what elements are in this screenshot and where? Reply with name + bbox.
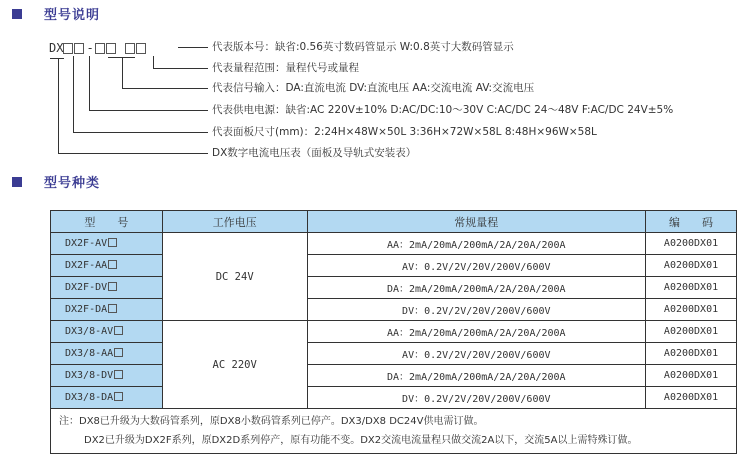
placeholder-box-icon xyxy=(114,348,123,357)
table-row xyxy=(51,233,737,255)
desc-version: 代表版本号：缺省:0.56英寸数码管显示 W:0.8英寸大数码管显示 xyxy=(212,41,514,53)
model-cell: DX2F-DV xyxy=(51,277,163,299)
code-cell: A0200DX01 xyxy=(646,233,737,255)
table-row xyxy=(51,255,737,277)
model-cell: DX3/8-DA xyxy=(51,387,163,409)
code-cell: A0200DX01 xyxy=(646,277,737,299)
leader-line xyxy=(89,56,90,111)
placeholder-box-icon xyxy=(74,43,84,54)
voltage-cell: AC 220V xyxy=(162,321,307,409)
section-title: 型号说明 xyxy=(44,8,101,23)
model-cell: DX2F-AV xyxy=(51,233,163,255)
placeholder-box-icon xyxy=(136,43,146,54)
leader-line xyxy=(178,47,208,48)
model-code-template xyxy=(49,41,147,55)
model-cell: DX2F-DA xyxy=(51,299,163,321)
note-line-2: DX2已升级为DX2F系列，原DX2D系列停产，原有功能不变。DX2交流电流量程只做交流2A以下，交流5A以上需特殊订做。 xyxy=(84,435,638,446)
header-voltage: 工作电压 xyxy=(162,211,307,233)
range-cell: DV：0.2V/2V/20V/200V/600V xyxy=(307,299,646,321)
voltage-cell: DC 24V xyxy=(162,233,307,321)
section-heading-model-types xyxy=(12,172,100,191)
square-bullet-icon xyxy=(12,177,22,187)
code-cell: A0200DX01 xyxy=(646,343,737,365)
range-cell: AV：0.2V/2V/20V/200V/600V xyxy=(307,255,646,277)
table-row xyxy=(51,321,737,343)
code-prefix: DX xyxy=(49,41,64,55)
model-cell: DX2F-AA xyxy=(51,255,163,277)
placeholder-box-icon xyxy=(95,43,105,54)
table-row xyxy=(51,365,737,387)
leader-line xyxy=(73,132,208,133)
model-cell: DX3/8-AA xyxy=(51,343,163,365)
range-cell: DA：2mA/20mA/200mA/2A/20A/200A xyxy=(307,277,646,299)
range-cell: DA：2mA/20mA/200mA/2A/20A/200A xyxy=(307,365,646,387)
header-range: 常规量程 xyxy=(307,211,646,233)
section-title: 型号种类 xyxy=(44,176,101,191)
code-cell: A0200DX01 xyxy=(646,255,737,277)
model-cell: DX3/8-AV xyxy=(51,321,163,343)
table-row xyxy=(51,277,737,299)
desc-signal-input: 代表信号输入：DA:直流电流 DV:直流电压 AA:交流电流 AV:交流电压 xyxy=(212,82,535,94)
model-cell: DX3/8-DV xyxy=(51,365,163,387)
placeholder-box-icon xyxy=(108,304,117,313)
range-cell: AA：2mA/20mA/200mA/2A/20A/200A xyxy=(307,321,646,343)
range-cell: DV：0.2V/2V/20V/200V/600V xyxy=(307,387,646,409)
note-line-1: 注：DX8已升级为大数码管系列，原DX8小数码管系列已停产。DX3/DX8 DC24V供电需订做。 xyxy=(59,416,484,427)
code-cell: A0200DX01 xyxy=(646,321,737,343)
leader-line xyxy=(122,88,208,89)
desc-product: DX数字电流电压表（面板及导轨式安装表） xyxy=(212,147,417,159)
range-cell: AV：0.2V/2V/20V/200V/600V xyxy=(307,343,646,365)
table-row xyxy=(51,343,737,365)
header-code: 编 码 xyxy=(646,211,737,233)
table-row xyxy=(51,299,737,321)
table-notes-row xyxy=(51,409,737,454)
leader-line xyxy=(153,68,208,69)
placeholder-box-icon xyxy=(114,370,123,379)
table-row xyxy=(51,387,737,409)
leader-line xyxy=(73,56,74,133)
leader-line xyxy=(58,58,59,154)
desc-range: 代表量程范围：量程代号或量程 xyxy=(212,62,359,74)
placeholder-box-icon xyxy=(106,43,116,54)
code-cell: A0200DX01 xyxy=(646,387,737,409)
model-code-diagram xyxy=(0,0,750,170)
code-cell: A0200DX01 xyxy=(646,299,737,321)
placeholder-box-icon xyxy=(108,282,117,291)
notes-cell xyxy=(51,409,737,454)
placeholder-box-icon xyxy=(63,43,73,54)
leader-line xyxy=(58,153,208,154)
model-types-table xyxy=(50,210,737,454)
code-cell: A0200DX01 xyxy=(646,365,737,387)
placeholder-box-icon xyxy=(108,238,117,247)
code-dash: - xyxy=(86,41,94,55)
placeholder-box-icon xyxy=(125,43,135,54)
placeholder-box-icon xyxy=(108,260,117,269)
desc-power-supply: 代表供电电源：缺省:AC 220V±10% D:AC/DC:10～30V C:AC/DC 24～48V F:AC/DC 24V±5% xyxy=(212,104,674,116)
leader-line xyxy=(89,110,208,111)
desc-panel-size: 代表面板尺寸(mm)：2:24H×48W×50L 3:36H×72W×58L 8:48H×96W×58L xyxy=(212,126,597,138)
leader-line xyxy=(122,57,123,89)
placeholder-box-icon xyxy=(114,392,123,401)
leader-line xyxy=(50,58,64,59)
header-model: 型 号 xyxy=(51,211,163,233)
range-cell: AA：2mA/20mA/200mA/2A/20A/200A xyxy=(307,233,646,255)
placeholder-box-icon xyxy=(114,326,123,335)
table-header-row xyxy=(51,211,737,233)
